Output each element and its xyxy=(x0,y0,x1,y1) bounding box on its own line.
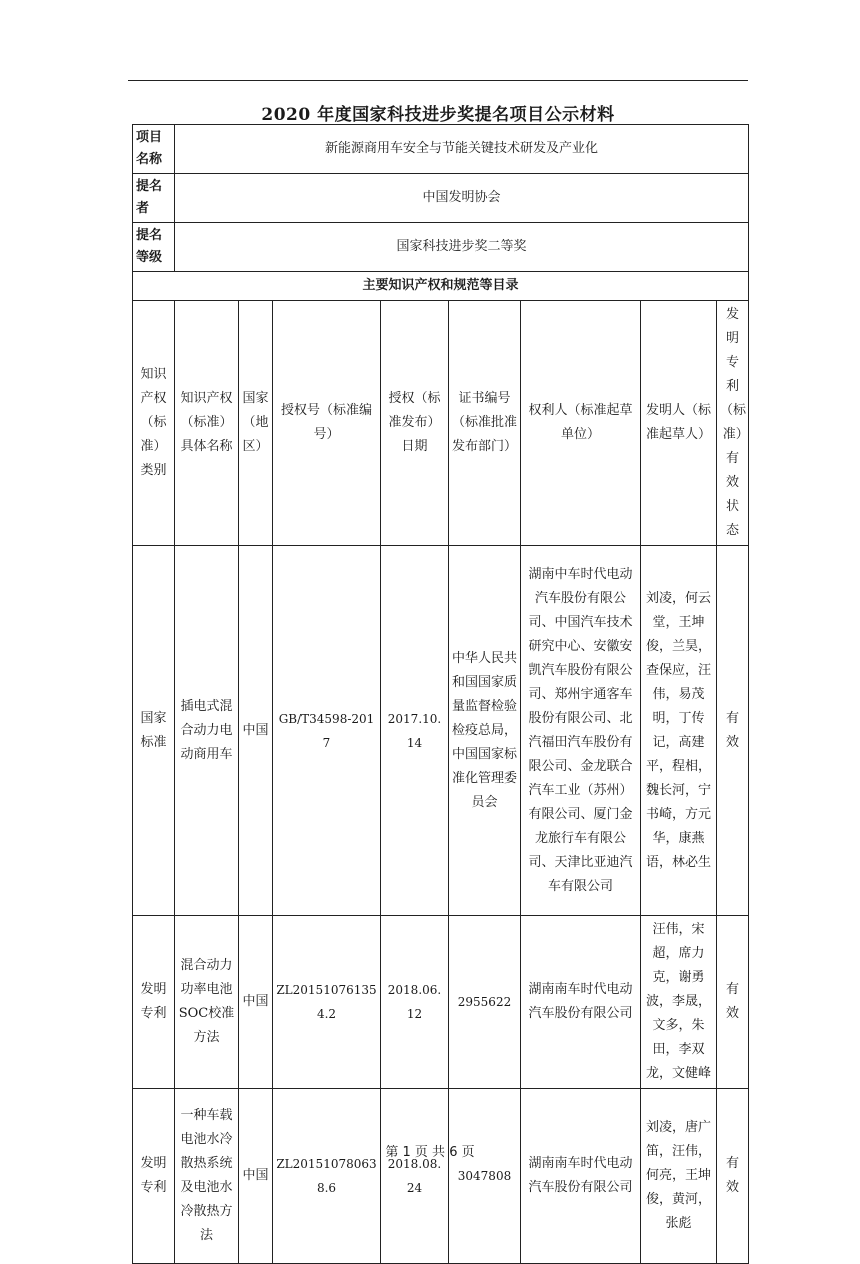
nominator-value: 中国发明协会 xyxy=(175,174,749,223)
col-header-category: 知识产权（标准）类别 xyxy=(133,301,175,546)
table-row xyxy=(133,1089,749,1264)
row-certificate: 2955622 xyxy=(449,916,521,1089)
row-holder: 湖南中车时代电动汽车股份有限公司、中国汽车技术研究中心、安徽安凯汽车股份有限公司、郑州宇通客车股份有限公司、北汽福田汽车股份有限公司、金龙联合汽车工业（苏州）有限公司、厦门金龙旅行车有限公司、天津比亚迪汽车有限公司 xyxy=(521,546,641,916)
row-status: 有效 xyxy=(717,1089,749,1264)
row-country: 中国 xyxy=(239,1089,273,1264)
document-title: 2020 年度国家科技进步奖提名项目公示材料 xyxy=(261,105,615,125)
grade-label: 提名等级 xyxy=(133,223,175,272)
row-category: 发明专利 xyxy=(133,916,175,1089)
col-header-number: 授权号（标准编号） xyxy=(273,301,381,546)
row-inventors: 汪伟，宋超，席力克，谢勇波，李晟，文多，朱田，李双龙，文健峰 xyxy=(641,916,717,1089)
row-number: ZL201510780638.6 xyxy=(273,1089,381,1264)
section-heading: 主要知识产权和规范等目录 xyxy=(133,272,749,301)
row-date: 2018.08.24 xyxy=(381,1089,449,1264)
col-header-country: 国家（地区） xyxy=(239,301,273,546)
row-status: 有效 xyxy=(717,916,749,1089)
row-number: ZL201510761354.2 xyxy=(273,916,381,1089)
row-inventors: 刘凌，何云堂，王坤俊，兰昊，查保应，汪伟，易茂明，丁传记，高建平，程相，魏长河，宁书崎，方元华，康燕语，林必生 xyxy=(641,546,717,916)
project-name-label: 项目名称 xyxy=(133,125,175,174)
nominator-label: 提名者 xyxy=(133,174,175,223)
col-header-date: 授权（标准发布）日期 xyxy=(381,301,449,546)
table-row xyxy=(133,916,749,1089)
row-name: 混合动力功率电池SOC校准方法 xyxy=(175,916,239,1089)
row-category: 发明专利 xyxy=(133,1089,175,1264)
row-holder: 湖南南车时代电动汽车股份有限公司 xyxy=(521,1089,641,1264)
section-header-row xyxy=(133,272,749,301)
row-date: 2018.06.12 xyxy=(381,916,449,1089)
row-holder: 湖南南车时代电动汽车股份有限公司 xyxy=(521,916,641,1089)
row-number: GB/T34598-2017 xyxy=(273,546,381,916)
header-rule xyxy=(128,80,748,81)
column-header-row xyxy=(133,301,749,546)
row-date: 2017.10.14 xyxy=(381,546,449,916)
table-row xyxy=(133,546,749,916)
col-header-certificate: 证书编号（标准批准发布部门） xyxy=(449,301,521,546)
col-header-name: 知识产权（标准）具体名称 xyxy=(175,301,239,546)
row-certificate: 3047808 xyxy=(449,1089,521,1264)
row-country: 中国 xyxy=(239,546,273,916)
col-header-inventors: 发明人（标准起草人） xyxy=(641,301,717,546)
row-status: 有效 xyxy=(717,546,749,916)
row-name: 一种车载电池水冷散热系统及电池水冷散热方法 xyxy=(175,1089,239,1264)
col-header-status: 发明专利（标准）有效状态 xyxy=(717,301,749,546)
row-certificate: 中华人民共和国国家质量监督检验检疫总局，中国国家标准化管理委员会 xyxy=(449,546,521,916)
nominator-row xyxy=(133,174,749,223)
project-name-row xyxy=(133,125,749,174)
grade-value: 国家科技进步奖二等奖 xyxy=(175,223,749,272)
row-country: 中国 xyxy=(239,916,273,1089)
col-header-holder: 权利人（标准起草单位） xyxy=(521,301,641,546)
row-name: 插电式混合动力电动商用车 xyxy=(175,546,239,916)
page-number: 第 1 页 共 6 页 xyxy=(385,1145,475,1160)
project-name-value: 新能源商用车安全与节能关键技术研发及产业化 xyxy=(175,125,749,174)
grade-row xyxy=(133,223,749,272)
row-inventors: 刘凌，唐广笛，汪伟，何亮，王坤俊，黄河，张彪 xyxy=(641,1089,717,1264)
nomination-table xyxy=(132,124,749,1264)
row-category: 国家标准 xyxy=(133,546,175,916)
